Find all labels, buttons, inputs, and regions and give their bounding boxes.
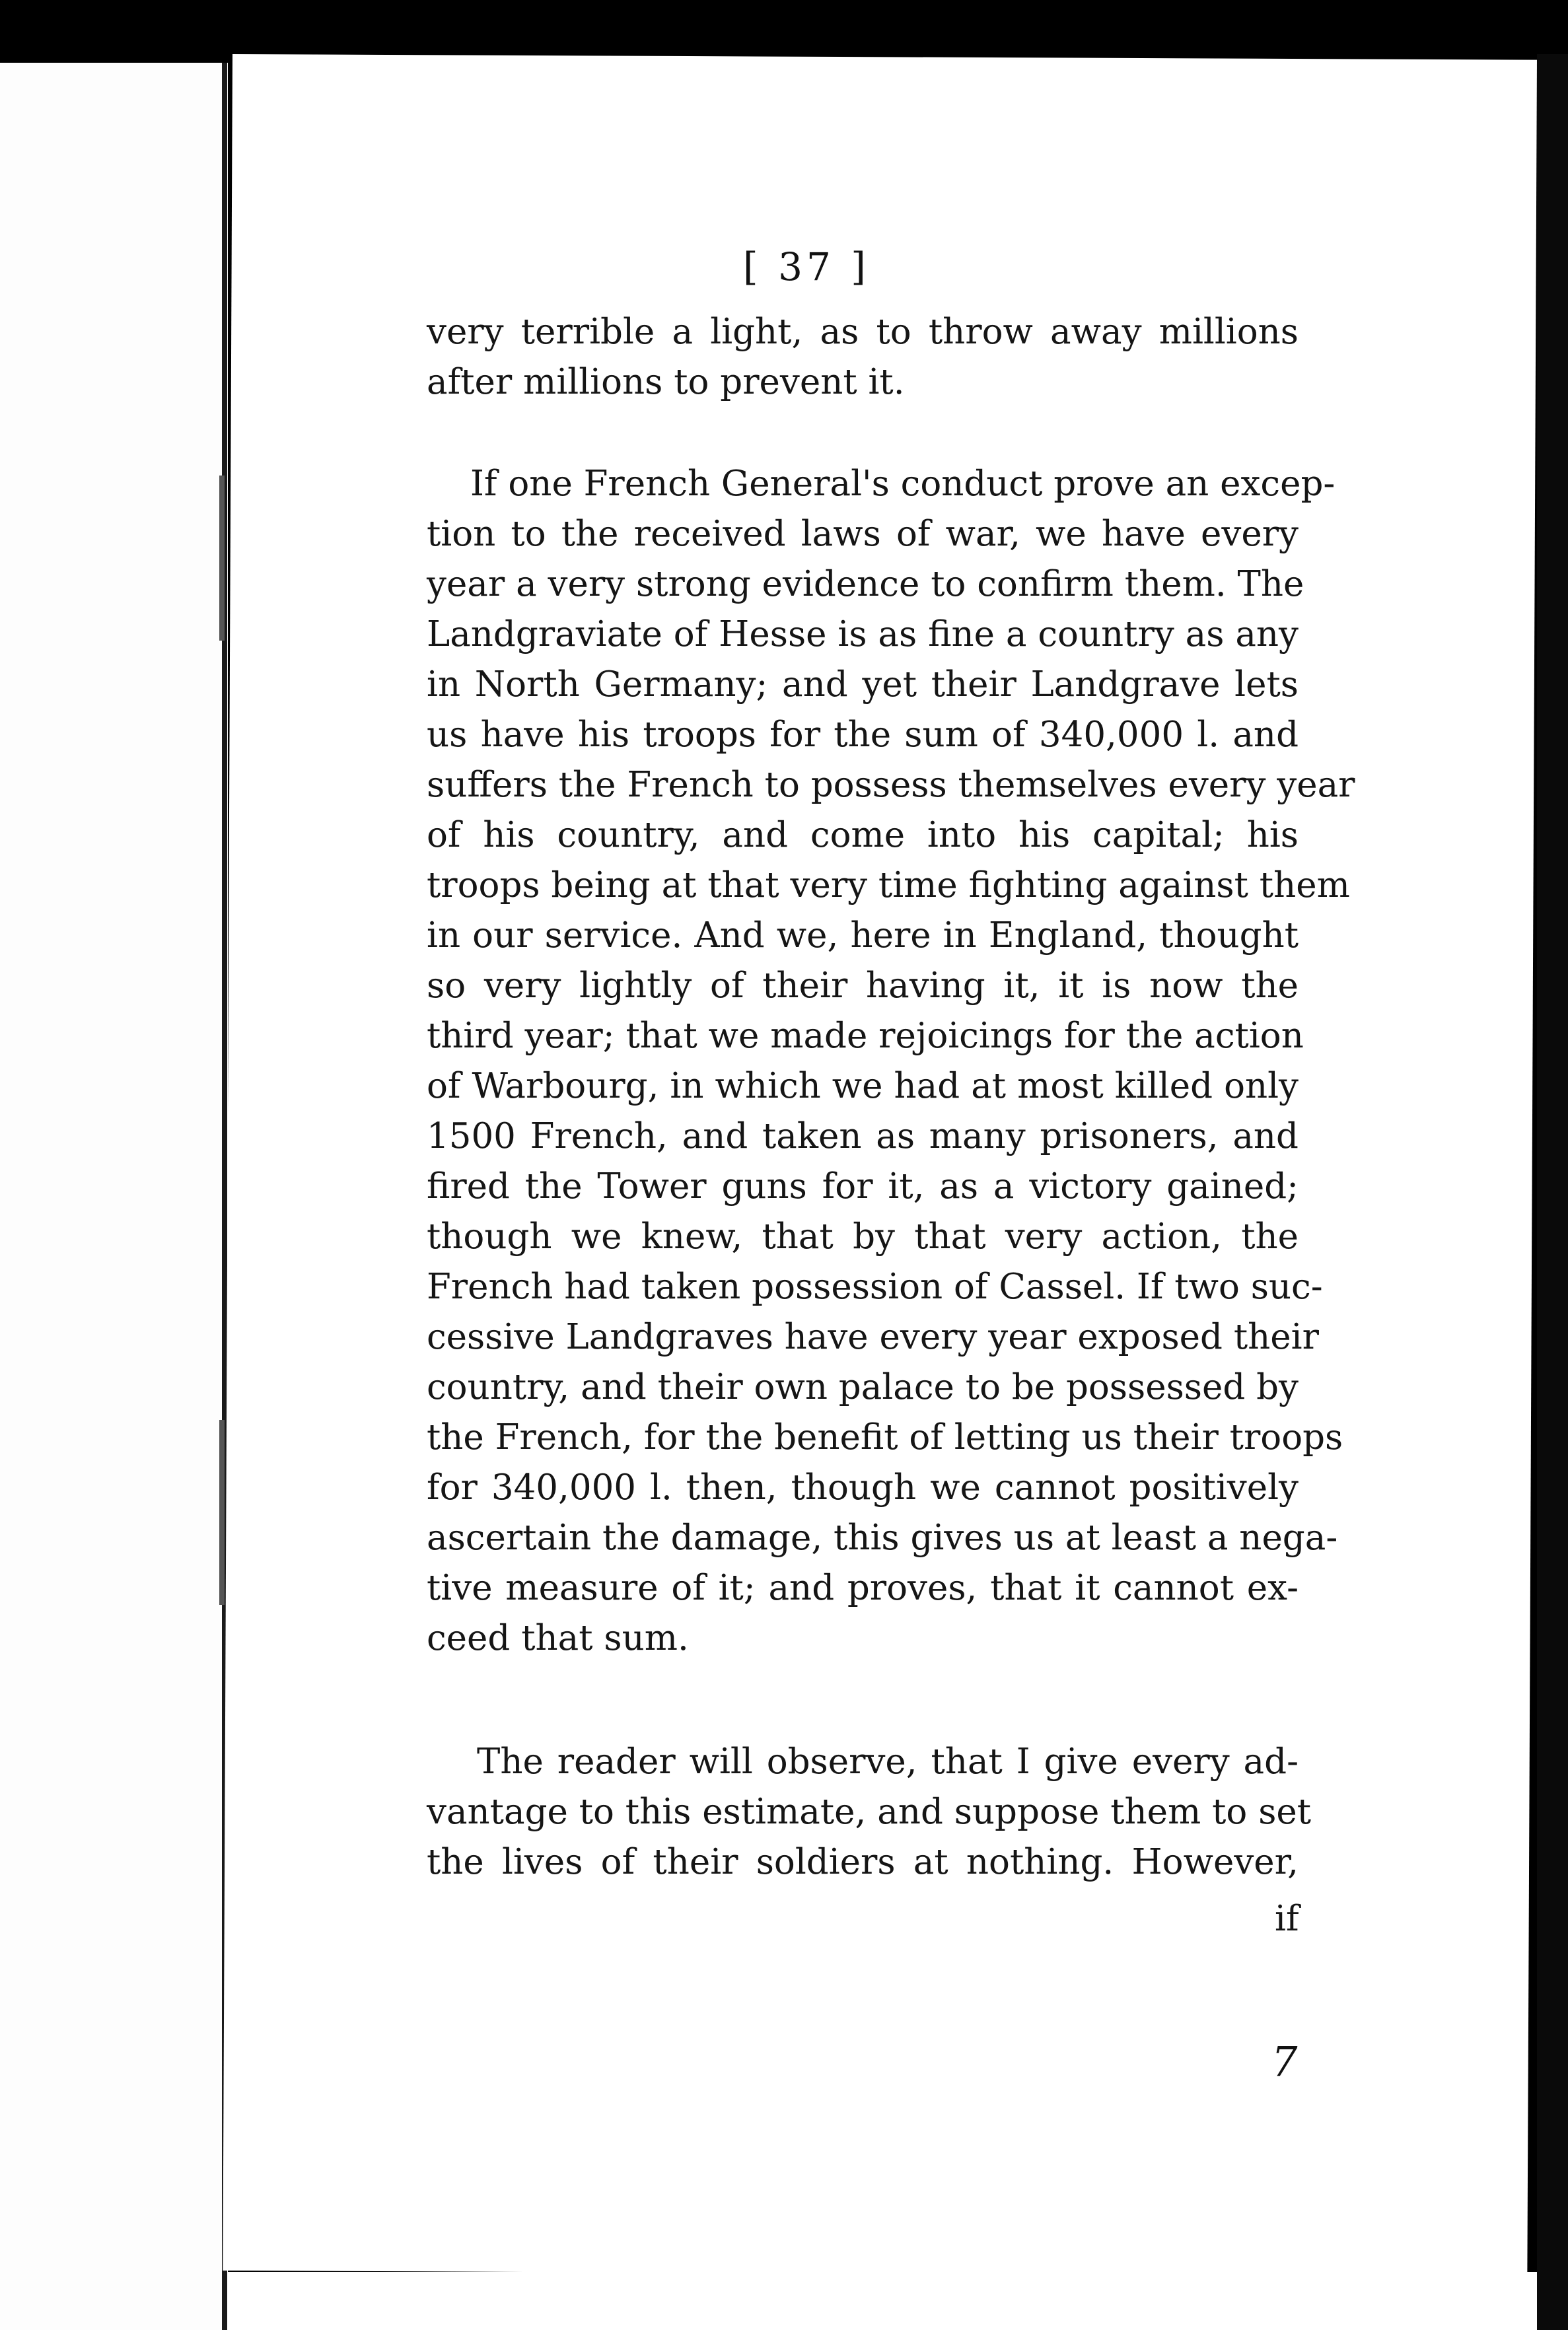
text-line: ascertain the damage, this gives us at least a nega- <box>427 1518 1338 1558</box>
text-line: fired the Tower guns for it, as a victory gained; <box>427 1166 1299 1207</box>
text-line: suffers the French to possess themselves every year <box>427 765 1355 805</box>
text-line: vantage to this estimate, and suppose them to set <box>427 1792 1312 1832</box>
text-line: of Warbourg, in which we had at most killed only <box>427 1066 1299 1106</box>
text-line: for 340,000 l. then, though we cannot positively <box>427 1467 1299 1508</box>
facing-page-left <box>0 63 228 2330</box>
text-line: of his country, and come into his capital; his <box>427 815 1299 855</box>
text-line: though we knew, that by that very action, the <box>427 1217 1299 1257</box>
text-line: cessive Landgraves have every year exposed their <box>427 1317 1319 1357</box>
text-line: If one French General's conduct prove an excep- <box>470 464 1336 504</box>
paragraph-3 <box>427 1737 1312 1888</box>
page-header: [ 37 ] <box>743 244 870 289</box>
text-line: country, and their own palace to be possessed by <box>427 1367 1299 1407</box>
text-line: very terrible a light, as to throw away millions <box>427 312 1299 352</box>
text-line: ceed that sum. <box>427 1618 689 1658</box>
text-line: the French, for the benefit of letting us their troops <box>427 1417 1343 1458</box>
text-line: so very lightly of their having it, it is now the <box>427 966 1299 1006</box>
paragraph-2 <box>427 459 1355 1664</box>
binding-mark <box>219 476 225 641</box>
text-line: after millions to prevent it. <box>427 362 905 402</box>
text-line: the lives of their soldiers at nothing. However, <box>427 1842 1299 1882</box>
text-line: troops being at that very time fighting against them <box>427 865 1350 905</box>
catchword: if <box>1275 1899 1299 1939</box>
text-line: in North Germany; and yet their Landgrave lets <box>427 664 1299 705</box>
text-line: in our service. And we, here in England, thought <box>427 915 1299 956</box>
text-line: 1500 French, and taken as many prisoners, and <box>427 1116 1299 1156</box>
signature-mark: 7 <box>1271 2037 1298 2086</box>
page-bottom-margin <box>228 2272 1568 2330</box>
text-line: French had taken possession of Cassel. If two suc- <box>427 1267 1323 1307</box>
text-line: tion to the received laws of war, we have every <box>427 514 1299 554</box>
text-line: tive measure of it; and proves, that it cannot ex- <box>427 1568 1299 1608</box>
text-line: The reader will observe, that I give every ad- <box>477 1742 1299 1782</box>
paragraph-1 <box>427 307 1299 407</box>
text-line: third year; that we made rejoicings for the action <box>427 1016 1304 1056</box>
text-line: year a very strong evidence to confirm them. The <box>427 564 1304 604</box>
binding-mark <box>219 1420 225 1605</box>
text-line: us have his troops for the sum of 340,000 l. and <box>427 715 1299 755</box>
scan-edge-shadow <box>1537 54 1568 2330</box>
text-line: Landgraviate of Hesse is as fine a country as any <box>427 614 1299 654</box>
